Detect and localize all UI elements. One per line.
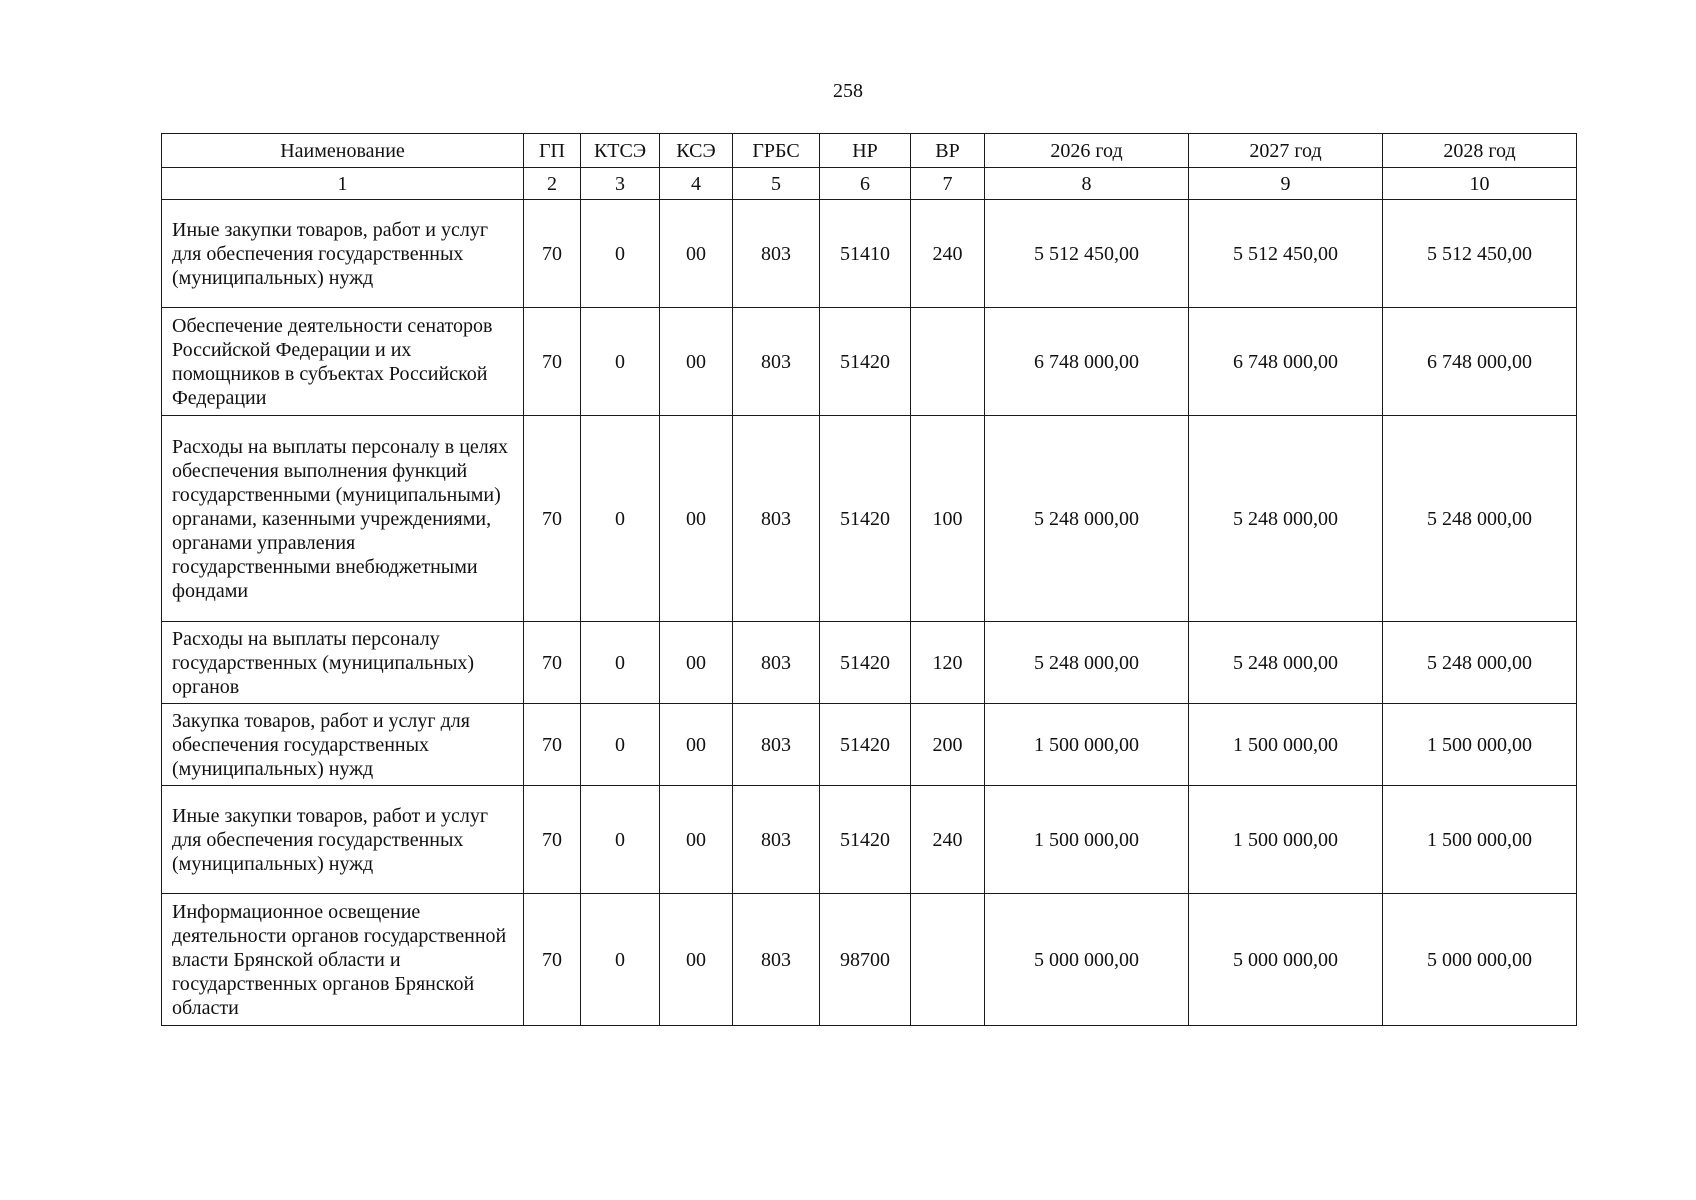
row-name: Иные закупки товаров, работ и услуг для обеспечения государственных (муниципальных) нужд (162, 200, 524, 308)
row-gp: 70 (524, 622, 581, 704)
page-number: 258 (833, 80, 863, 102)
row-vr: 200 (911, 704, 985, 786)
row-gp: 70 (524, 704, 581, 786)
row-kse: 00 (660, 622, 733, 704)
row-name: Обеспечение деятельности сенаторов Российской Федерации и их помощников в субъектах Российской Федерации (162, 308, 524, 416)
table-row (162, 894, 1577, 1026)
row-kse: 00 (660, 704, 733, 786)
row-amount-2028: 5 000 000,00 (1383, 894, 1577, 1026)
row-grbs: 803 (733, 308, 820, 416)
column-header-2028: 2028 год (1383, 134, 1577, 168)
column-header-ktse: КТСЭ (581, 134, 660, 168)
row-kse: 00 (660, 308, 733, 416)
row-grbs: 803 (733, 786, 820, 894)
column-header-kse: КСЭ (660, 134, 733, 168)
row-name: Информационное освещение деятельности органов государственной власти Брянской области и государственных органов Брянской области (162, 894, 524, 1026)
table-row (162, 308, 1577, 416)
row-grbs: 803 (733, 416, 820, 622)
table-index-row (162, 168, 1577, 200)
row-ktse: 0 (581, 622, 660, 704)
column-header-name: Наименование (162, 134, 524, 168)
column-index: 2 (524, 168, 581, 200)
row-amount-2028: 1 500 000,00 (1383, 786, 1577, 894)
row-amount-2028: 6 748 000,00 (1383, 308, 1577, 416)
column-header-gp: ГП (524, 134, 581, 168)
column-index: 7 (911, 168, 985, 200)
row-vr (911, 308, 985, 416)
budget-table (161, 133, 1577, 1026)
row-ktse: 0 (581, 416, 660, 622)
row-vr: 120 (911, 622, 985, 704)
row-name: Расходы на выплаты персоналу государственных (муниципальных) органов (162, 622, 524, 704)
row-amount-2026: 5 000 000,00 (985, 894, 1189, 1026)
row-amount-2027: 5 000 000,00 (1189, 894, 1383, 1026)
row-kse: 00 (660, 894, 733, 1026)
row-grbs: 803 (733, 704, 820, 786)
row-amount-2026: 5 512 450,00 (985, 200, 1189, 308)
row-nr: 98700 (820, 894, 911, 1026)
row-gp: 70 (524, 416, 581, 622)
row-grbs: 803 (733, 622, 820, 704)
column-index: 3 (581, 168, 660, 200)
column-header-vr: ВР (911, 134, 985, 168)
row-amount-2027: 5 248 000,00 (1189, 416, 1383, 622)
table-row (162, 416, 1577, 622)
row-ktse: 0 (581, 786, 660, 894)
table-row (162, 704, 1577, 786)
column-index: 8 (985, 168, 1189, 200)
row-gp: 70 (524, 308, 581, 416)
row-gp: 70 (524, 894, 581, 1026)
row-amount-2026: 1 500 000,00 (985, 786, 1189, 894)
column-header-nr: НР (820, 134, 911, 168)
row-amount-2028: 5 248 000,00 (1383, 416, 1577, 622)
row-vr: 240 (911, 786, 985, 894)
row-amount-2026: 5 248 000,00 (985, 416, 1189, 622)
column-header-2026: 2026 год (985, 134, 1189, 168)
row-ktse: 0 (581, 308, 660, 416)
row-amount-2027: 5 248 000,00 (1189, 622, 1383, 704)
row-amount-2027: 1 500 000,00 (1189, 786, 1383, 894)
row-name: Расходы на выплаты персоналу в целях обеспечения выполнения функций государственными (муниципальными) органами, казенными учреждениями, органами управления государственными внебюджетными фондами (162, 416, 524, 622)
row-amount-2027: 6 748 000,00 (1189, 308, 1383, 416)
row-amount-2028: 5 248 000,00 (1383, 622, 1577, 704)
row-amount-2028: 1 500 000,00 (1383, 704, 1577, 786)
row-gp: 70 (524, 786, 581, 894)
row-nr: 51420 (820, 622, 911, 704)
row-ktse: 0 (581, 704, 660, 786)
column-index: 6 (820, 168, 911, 200)
row-nr: 51410 (820, 200, 911, 308)
row-kse: 00 (660, 200, 733, 308)
row-kse: 00 (660, 416, 733, 622)
row-vr: 100 (911, 416, 985, 622)
row-amount-2027: 5 512 450,00 (1189, 200, 1383, 308)
column-index: 5 (733, 168, 820, 200)
table-row (162, 622, 1577, 704)
row-amount-2028: 5 512 450,00 (1383, 200, 1577, 308)
column-index: 4 (660, 168, 733, 200)
row-grbs: 803 (733, 894, 820, 1026)
row-nr: 51420 (820, 416, 911, 622)
column-header-grbs: ГРБС (733, 134, 820, 168)
row-nr: 51420 (820, 308, 911, 416)
row-name: Иные закупки товаров, работ и услуг для обеспечения государственных (муниципальных) нужд (162, 786, 524, 894)
row-vr: 240 (911, 200, 985, 308)
row-ktse: 0 (581, 200, 660, 308)
row-kse: 00 (660, 786, 733, 894)
table-row (162, 200, 1577, 308)
row-nr: 51420 (820, 786, 911, 894)
row-amount-2027: 1 500 000,00 (1189, 704, 1383, 786)
column-index: 9 (1189, 168, 1383, 200)
table-header-row (162, 134, 1577, 168)
column-index: 1 (162, 168, 524, 200)
row-amount-2026: 5 248 000,00 (985, 622, 1189, 704)
column-header-2027: 2027 год (1189, 134, 1383, 168)
row-nr: 51420 (820, 704, 911, 786)
table-row (162, 786, 1577, 894)
column-index: 10 (1383, 168, 1577, 200)
row-gp: 70 (524, 200, 581, 308)
row-amount-2026: 1 500 000,00 (985, 704, 1189, 786)
row-vr (911, 894, 985, 1026)
row-name: Закупка товаров, работ и услуг для обеспечения государственных (муниципальных) нужд (162, 704, 524, 786)
row-amount-2026: 6 748 000,00 (985, 308, 1189, 416)
row-ktse: 0 (581, 894, 660, 1026)
row-grbs: 803 (733, 200, 820, 308)
